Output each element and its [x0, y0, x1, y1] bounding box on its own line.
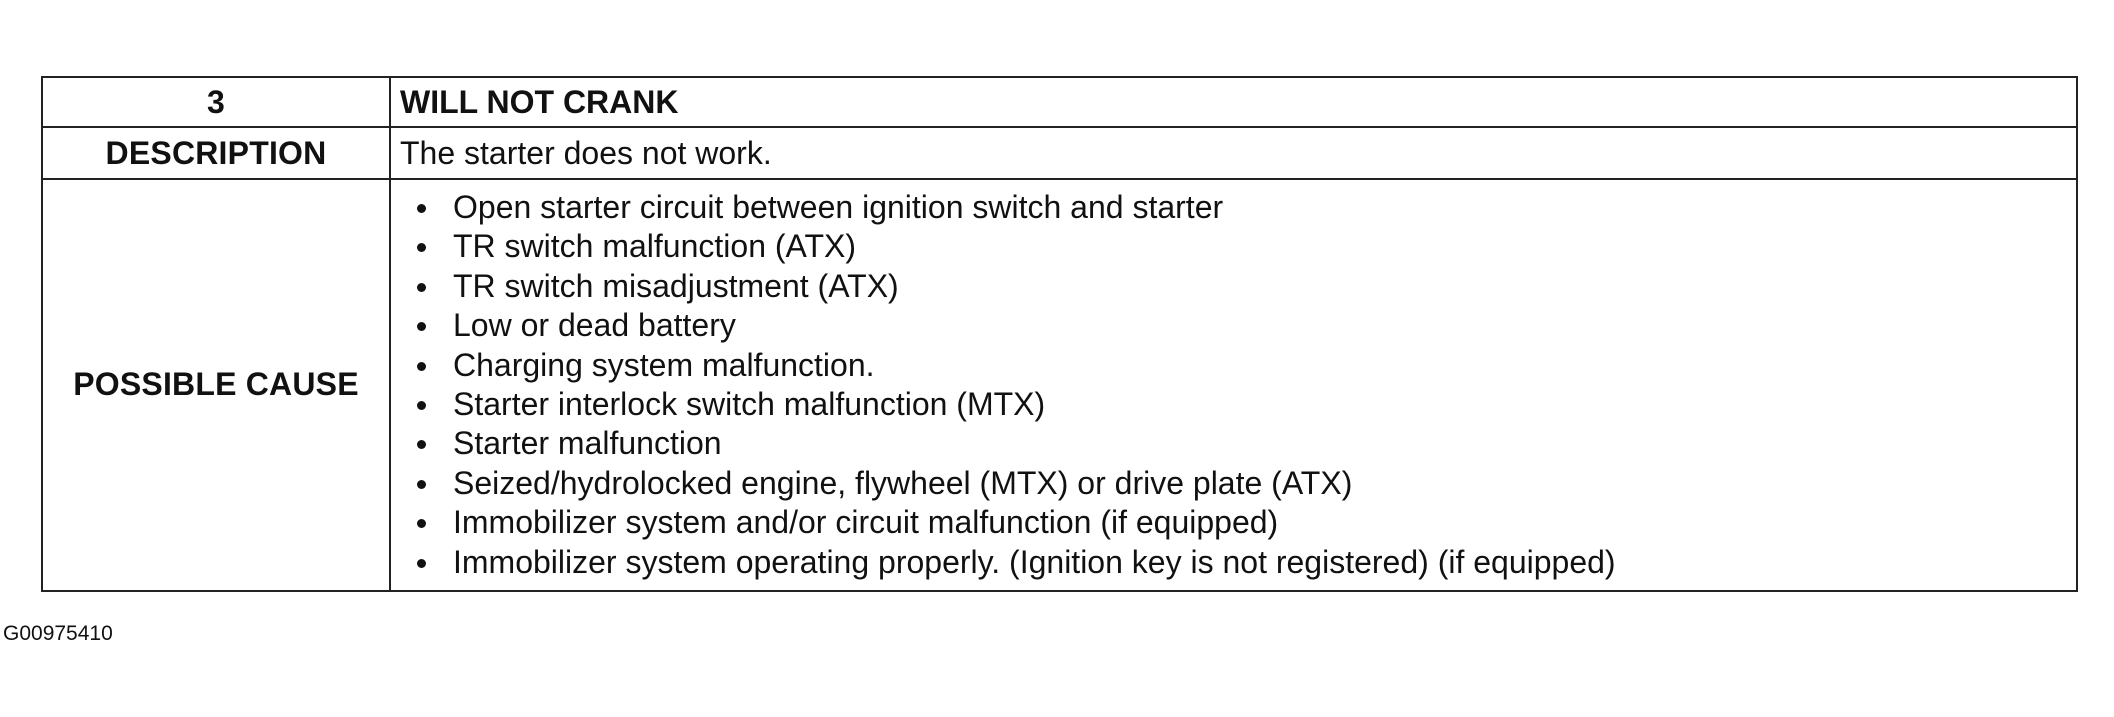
- list-item: [391, 188, 2076, 227]
- list-item: [391, 306, 2076, 345]
- cause-text: TR switch misadjustment (ATX): [453, 267, 899, 304]
- cause-text: Starter interlock switch malfunction (MTX): [453, 385, 1046, 422]
- list-item: [391, 346, 2076, 385]
- possible-cause-cell: [390, 179, 2077, 591]
- figure-id: G00975410: [3, 622, 113, 645]
- bullet-icon: [417, 519, 426, 528]
- list-item: [391, 385, 2076, 424]
- bullet-icon: [417, 401, 426, 410]
- step-number: 3: [42, 77, 390, 127]
- bullet-icon: [417, 440, 426, 449]
- list-item: [391, 424, 2076, 463]
- cause-text: TR switch malfunction (ATX): [453, 228, 857, 265]
- table-row-description: [42, 127, 2077, 179]
- cause-text: Immobilizer system and/or circuit malfunction (if equipped): [453, 504, 1279, 541]
- diagnostic-table: [41, 76, 2078, 592]
- table-row-title: [42, 77, 2077, 127]
- bullet-icon: [417, 283, 426, 292]
- cause-text: Starter malfunction: [453, 425, 722, 462]
- cause-text: Charging system malfunction.: [453, 346, 875, 383]
- cause-text: Open starter circuit between ignition switch and starter: [453, 189, 1224, 225]
- list-item: [391, 543, 2076, 582]
- list-item: [391, 267, 2076, 306]
- description-label: DESCRIPTION: [42, 127, 390, 179]
- possible-cause-label: POSSIBLE CAUSE: [42, 179, 390, 591]
- cause-text: Immobilizer system operating properly. (Ignition key is not registered) (if equipped): [453, 543, 1616, 580]
- cause-text: Seized/hydrolocked engine, flywheel (MTX) or drive plate (ATX): [453, 464, 1353, 501]
- bullet-icon: [417, 362, 426, 371]
- table-row-possible-cause: [42, 179, 2077, 591]
- list-item: [391, 227, 2076, 266]
- bullet-icon: [417, 480, 426, 489]
- description-value: The starter does not work.: [390, 127, 2077, 179]
- bullet-icon: [417, 322, 426, 331]
- bullet-icon: [417, 204, 426, 213]
- cause-text: Low or dead battery: [453, 307, 736, 344]
- bullet-icon: [417, 559, 426, 568]
- symptom-title: WILL NOT CRANK: [390, 77, 2077, 127]
- possible-cause-list: [391, 180, 2076, 590]
- bullet-icon: [417, 243, 426, 252]
- list-item: [391, 464, 2076, 503]
- list-item: [391, 503, 2076, 542]
